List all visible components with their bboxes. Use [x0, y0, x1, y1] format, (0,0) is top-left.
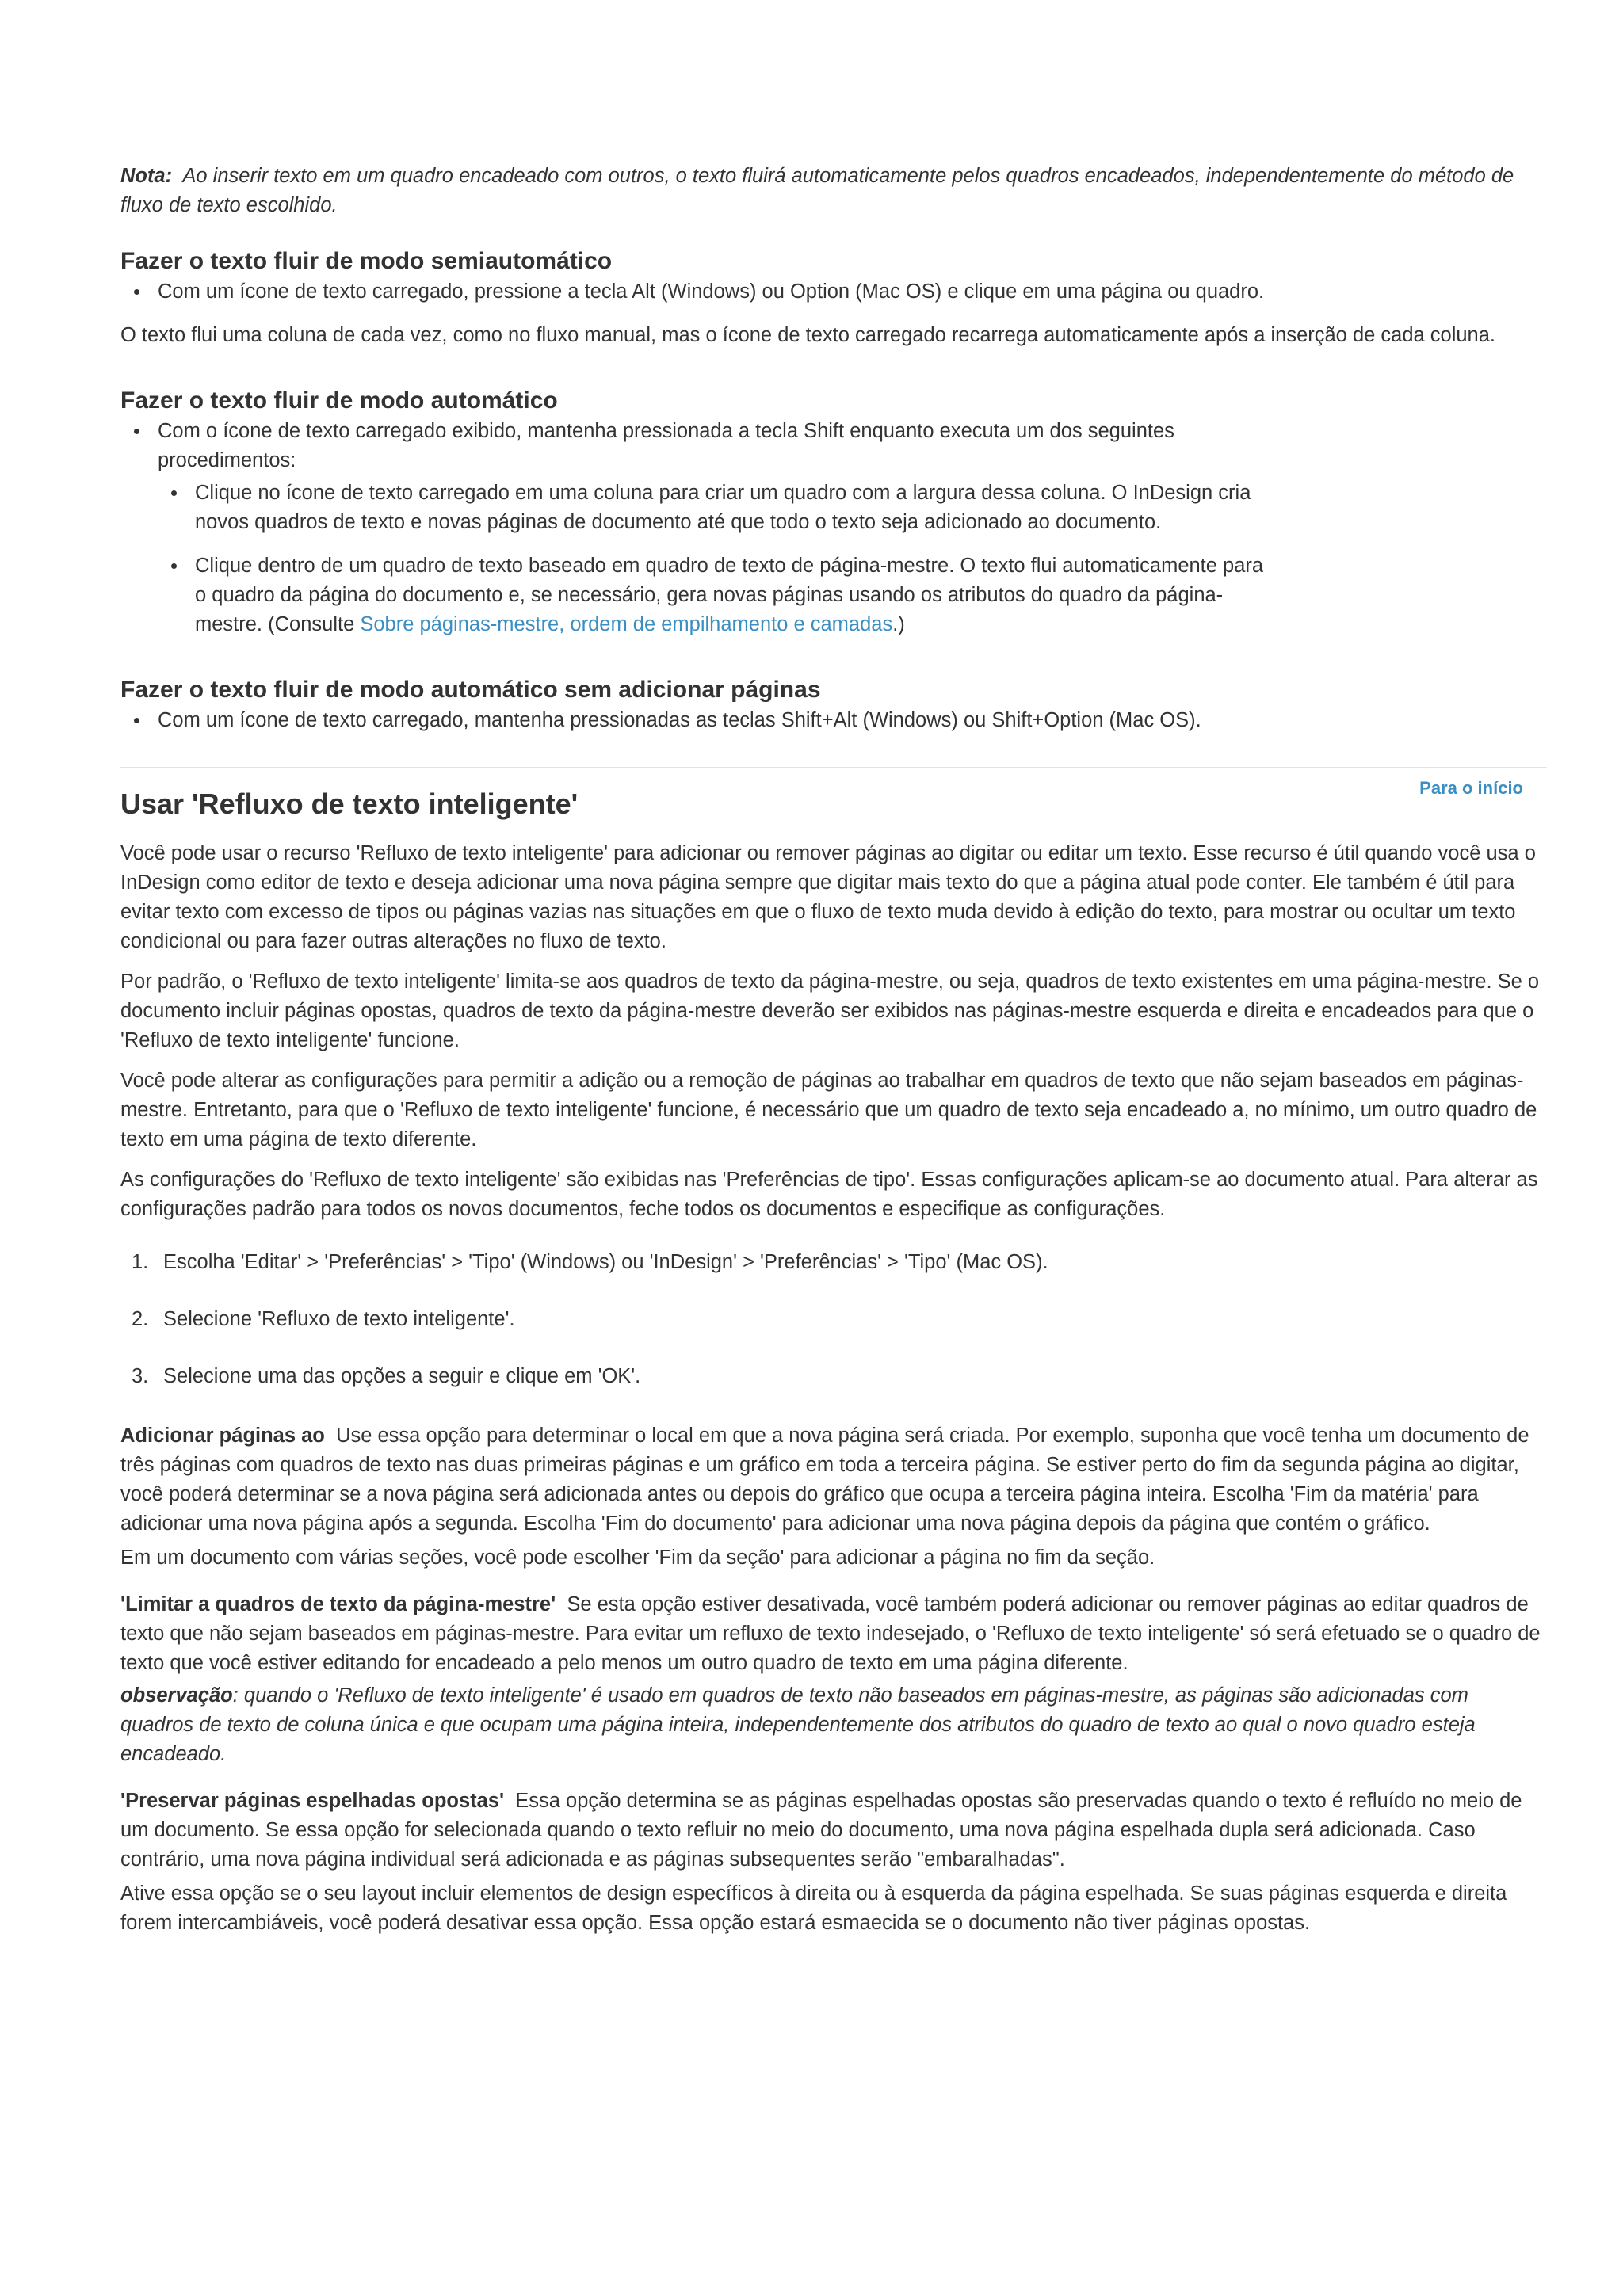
- document-page: [120, 158, 1547, 1938]
- observation-label: observação: [120, 1684, 233, 1707]
- option-title: Adicionar páginas ao: [120, 1425, 325, 1447]
- sub-list-item-text: (Consulte: [268, 613, 361, 635]
- option-preserve-spreads: [120, 1787, 1547, 1875]
- sub-list-item: [158, 551, 1277, 639]
- heading-auto: Fazer o texto fluir de modo automático: [120, 387, 558, 414]
- note-label: Nota:: [120, 165, 173, 187]
- sub-list-item: [158, 479, 1277, 537]
- step-number: 3.: [132, 1365, 149, 1387]
- heading-auto-nopages: Fazer o texto fluir de modo automático sem adicionar páginas: [120, 677, 821, 703]
- sub-list-item-text: .): [892, 613, 905, 635]
- option-title: 'Limitar a quadros de texto da página-mestre': [120, 1593, 556, 1615]
- step-number: 1.: [132, 1251, 149, 1273]
- step-number: 2.: [132, 1308, 149, 1330]
- heading-semiauto: Fazer o texto fluir de modo semiautomático: [120, 248, 613, 274]
- sub-list-item-text: Clique dentro de um quadro de texto baseado em quadro de texto de página-mestre. O texto flui automaticamente para o quadro da página do documento e, se necessário, gera novas páginas usando os atributos do quadro da página-mestre.: [195, 555, 1264, 635]
- back-to-top-link[interactable]: Para o início: [1419, 778, 1523, 798]
- step-item: [120, 1248, 1547, 1277]
- step-item: [120, 1362, 1547, 1391]
- smart-paragraph-3: Você pode alterar as configurações para permitir a adição ou a remoção de páginas ao trabalhar em quadros de texto que não sejam baseados em páginas-mestre. Entretanto, para que o 'Refluxo de texto inteligente' funcione, é necessário que um quadro de texto seja encadeado a, no mínimo, um outro quadro de texto em uma página de texto diferente.: [120, 1070, 1537, 1150]
- option-preserve-spreads-extra: Ative essa opção se o seu layout incluir elementos de design específicos à direita ou à esquerda da página espelhada. Se suas páginas esquerda e direita forem intercambiáveis, você poderá desativar essa opção. Essa opção estará esmaecida se o documento não tiver páginas opostas.: [120, 1882, 1507, 1934]
- observation-note: [120, 1681, 1547, 1769]
- smart-paragraph-1: Você pode usar o recurso 'Refluxo de texto inteligente' para adicionar ou remover páginas ao digitar ou editar um texto. Esse recurso é útil quando você usa o InDesign como editor de texto e deseja adicionar uma nova página sempre que digitar mais texto do que a página atual pode conter. Ele também é útil para evitar texto com excesso de tipos ou páginas vazias nas situações em que o fluxo de texto muda devido à edição do texto, para mostrar ou ocultar um texto condicional ou para fazer outras alterações no fluxo de texto.: [120, 842, 1536, 952]
- observation-text: : quando o 'Refluxo de texto inteligente' é usado em quadros de texto não baseados em páginas-mestre, as páginas são adicionadas com quadros de texto de coluna única e que ocupam uma página inteira, independentemente dos atributos do quadro de texto ao qual o novo quadro esteja encadeado.: [120, 1684, 1476, 1765]
- bullet-dot: [134, 289, 139, 295]
- list-item: [120, 417, 1547, 639]
- option-text: Use essa opção para determinar o local em que a nova página será criada. Por exemplo, suponha que você tenha um documento de três páginas com quadros de texto nas duas primeiras páginas e um gráfico em toda a terceira página. Se estiver perto do fim da segunda página ao digitar, você poderá determinar se a nova página será adicionada antes ou depois do gráfico que ocupa a terceira página inteira. Escolha 'Fim da matéria' para adicionar uma nova página após a segunda. Escolha 'Fim do documento' para adicionar uma nova página depois da página que contém o gráfico.: [120, 1425, 1529, 1535]
- step-text: Escolha 'Editar' > 'Preferências' > 'Tipo' (Windows) ou 'InDesign' > 'Preferências' > 'Tipo' (Mac OS).: [163, 1251, 1048, 1273]
- list-item-text: Com um ícone de texto carregado, pressione a tecla Alt (Windows) ou Option (Mac OS) e clique em uma página ou quadro.: [158, 280, 1265, 303]
- option-limit-master: [120, 1590, 1547, 1678]
- option-add-pages-extra: Em um documento com várias seções, você pode escolher 'Fim da seção' para adicionar a página no fim da seção.: [120, 1547, 1155, 1569]
- step-text: Selecione uma das opções a seguir e clique em 'OK'.: [163, 1365, 641, 1387]
- sub-list-item-text: Clique no ícone de texto carregado em uma coluna para criar um quadro com a largura dessa coluna. O InDesign cria novos quadros de texto e novas páginas de documento até que todo o texto seja adicionado ao documento.: [195, 482, 1251, 533]
- auto-sublist: [158, 479, 1277, 639]
- list-item-text: Com um ícone de texto carregado, mantenha pressionadas as teclas Shift+Alt (Windows) ou Shift+Option (Mac OS).: [158, 709, 1201, 731]
- semiauto-list: [120, 277, 1547, 307]
- smart-reflow-section: [120, 767, 1547, 1938]
- list-item: [120, 277, 1547, 307]
- step-text: Selecione 'Refluxo de texto inteligente'.: [163, 1308, 515, 1330]
- option-text: Essa opção determina se as páginas espelhadas opostas são preservadas quando o texto é refluído no meio de um documento. Se essa opção for selecionada quando o texto refluir no meio do documento, uma nova página espelhada dupla será adicionada. Caso contrário, uma nova página individual será adicionada e as páginas subsequentes serão "embaralhadas".: [120, 1790, 1522, 1871]
- smart-paragraph-4: As configurações do 'Refluxo de texto inteligente' são exibidas nas 'Preferências de tipo'. Essas configurações aplicam-se ao documento atual. Para alterar as configurações padrão para todos os novos documentos, feche todos os documentos e especifique as configurações.: [120, 1169, 1538, 1220]
- bullet-dot: [134, 718, 139, 723]
- bullet-dot: [171, 490, 177, 496]
- auto-list: [120, 417, 1547, 639]
- note-paragraph: [120, 162, 1547, 220]
- steps-list: [120, 1248, 1547, 1391]
- option-title: 'Preservar páginas espelhadas opostas': [120, 1790, 505, 1812]
- bullet-dot: [171, 563, 177, 569]
- option-add-pages: [120, 1421, 1547, 1539]
- auto-nopages-list: [120, 706, 1547, 735]
- step-item: [120, 1305, 1547, 1334]
- option-text: Se esta opção estiver desativada, você também poderá adicionar ou remover páginas ao editar quadros de texto que não sejam baseados em páginas-mestre. Para evitar um refluxo de texto indesejado, o 'Refluxo de texto inteligente' só será efetuado se o quadro de texto que você estiver editando for encadeado a pelo menos um outro quadro de texto em uma página diferente.: [120, 1593, 1541, 1674]
- heading-smart-reflow: Usar 'Refluxo de texto inteligente': [120, 788, 579, 820]
- semiauto-paragraph: O texto flui uma coluna de cada vez, como no fluxo manual, mas o ícone de texto carregado recarrega automaticamente após a inserção de cada coluna.: [120, 324, 1496, 346]
- list-item: [120, 706, 1547, 735]
- smart-paragraph-2: Por padrão, o 'Refluxo de texto inteligente' limita-se aos quadros de texto da página-mestre, ou seja, quadros de texto existentes em uma página-mestre. Se o documento incluir páginas opostas, quadros de texto da página-mestre deverão ser exibidos nas páginas-mestre esquerda e direita e encadeados para que o 'Refluxo de texto inteligente' funcione.: [120, 971, 1540, 1051]
- bullet-dot: [134, 429, 139, 434]
- note-text: Ao inserir texto em um quadro encadeado com outros, o texto fluirá automaticamente pelos quadros encadeados, independentemente do método de fluxo de texto escolhido.: [120, 165, 1514, 216]
- list-item-text: Com o ícone de texto carregado exibido, mantenha pressionada a tecla Shift enquanto executa um dos seguintes procedimentos:: [158, 420, 1174, 471]
- link-master-pages[interactable]: Sobre páginas-mestre, ordem de empilhamento e camadas: [360, 613, 893, 635]
